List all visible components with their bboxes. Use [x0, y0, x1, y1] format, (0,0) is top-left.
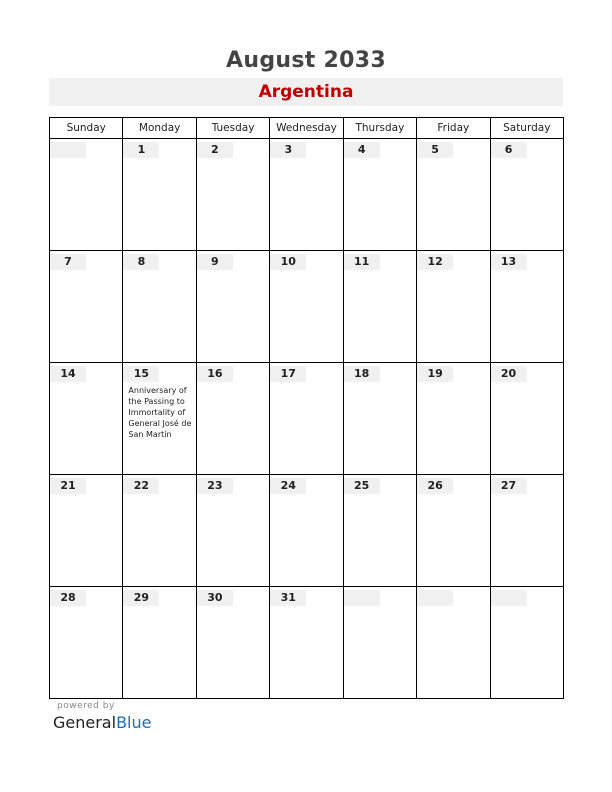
day-number: 7 [50, 254, 86, 270]
day-cell [50, 475, 123, 587]
brand-blue: Blue [116, 713, 152, 732]
day-number: 18 [344, 366, 380, 382]
day-cell [196, 363, 269, 475]
day-number: 11 [344, 254, 380, 270]
week-row [50, 587, 564, 699]
day-number: 23 [197, 478, 233, 494]
day-cell [270, 251, 343, 363]
day-cell [343, 587, 416, 699]
day-cell [196, 251, 269, 363]
day-cell [123, 251, 196, 363]
powered-by-text: powered by [57, 701, 115, 711]
day-cell [343, 363, 416, 475]
day-cell [50, 251, 123, 363]
day-cell [343, 251, 416, 363]
weekday-tuesday: Tuesday [196, 118, 269, 139]
day-number: 30 [197, 590, 233, 606]
weekday-monday: Monday [123, 118, 196, 139]
day-number: 12 [417, 254, 453, 270]
day-number: 17 [270, 366, 306, 382]
week-row [50, 363, 564, 475]
day-cell [270, 139, 343, 251]
weekday-saturday: Saturday [490, 118, 563, 139]
calendar-grid [49, 117, 564, 699]
day-number [491, 590, 527, 606]
holiday-label: Anniversary of the Passing to Immortality of General José de San Martín [128, 386, 192, 439]
day-number: 24 [270, 478, 306, 494]
day-number: 3 [270, 142, 306, 158]
day-cell [270, 363, 343, 475]
day-number: 2 [197, 142, 233, 158]
day-number: 28 [50, 590, 86, 606]
day-number: 8 [123, 254, 159, 270]
day-cell [417, 475, 490, 587]
day-number [50, 142, 86, 158]
day-cell [490, 475, 563, 587]
brand-general: General [53, 713, 117, 732]
day-cell [50, 139, 123, 251]
day-cell [123, 587, 196, 699]
weekday-thursday: Thursday [343, 118, 416, 139]
day-cell [343, 139, 416, 251]
day-number: 25 [344, 478, 380, 494]
country-bar [49, 78, 563, 106]
day-cell [50, 587, 123, 699]
generalblue-logo[interactable] [53, 713, 151, 732]
day-cell [490, 139, 563, 251]
day-cell [417, 251, 490, 363]
weekday-sunday: Sunday [50, 118, 123, 139]
day-number: 19 [417, 366, 453, 382]
day-cell [123, 363, 196, 475]
day-number: 10 [270, 254, 306, 270]
day-cell [417, 139, 490, 251]
day-number: 29 [123, 590, 159, 606]
day-number: 13 [491, 254, 527, 270]
page-title: August 2033 [226, 48, 386, 73]
day-number: 31 [270, 590, 306, 606]
weekday-friday: Friday [417, 118, 490, 139]
day-cell [123, 475, 196, 587]
weekday-wednesday: Wednesday [270, 118, 343, 139]
day-cell [196, 475, 269, 587]
day-cell [490, 587, 563, 699]
day-number [344, 590, 380, 606]
day-number: 27 [491, 478, 527, 494]
day-number: 4 [344, 142, 380, 158]
day-cell [196, 587, 269, 699]
day-cell [50, 363, 123, 475]
day-cell [417, 363, 490, 475]
day-number: 14 [50, 366, 86, 382]
day-cell [270, 475, 343, 587]
day-cell [343, 475, 416, 587]
day-cell [417, 587, 490, 699]
day-cell [196, 139, 269, 251]
day-cell [270, 587, 343, 699]
weekday-header-row [50, 118, 564, 139]
week-row [50, 475, 564, 587]
country-name: Argentina [258, 82, 354, 102]
day-number [417, 590, 453, 606]
day-cell [123, 139, 196, 251]
day-number: 16 [197, 366, 233, 382]
week-row [50, 139, 564, 251]
week-row [50, 251, 564, 363]
day-cell [490, 251, 563, 363]
day-number: 6 [491, 142, 527, 158]
day-number: 9 [197, 254, 233, 270]
day-number: 5 [417, 142, 453, 158]
day-cell [490, 363, 563, 475]
day-number: 26 [417, 478, 453, 494]
day-number: 22 [123, 478, 159, 494]
day-number: 1 [123, 142, 159, 158]
day-number: 15 [123, 366, 159, 382]
day-number: 21 [50, 478, 86, 494]
day-number: 20 [491, 366, 527, 382]
